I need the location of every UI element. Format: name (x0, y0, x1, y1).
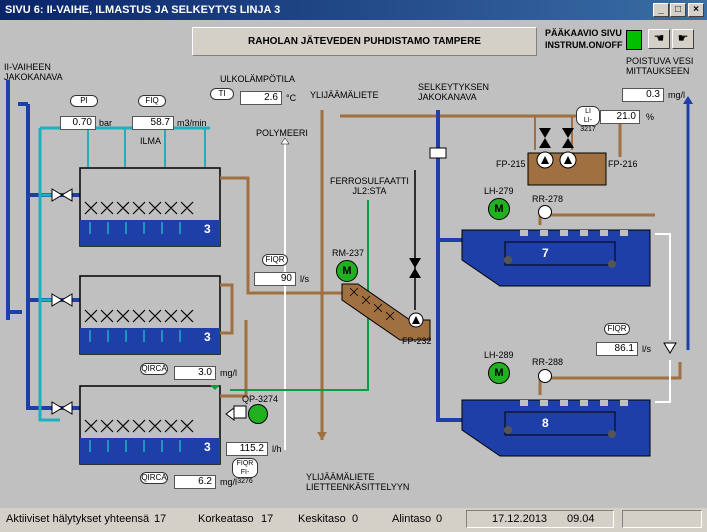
nav-back-button[interactable]: ☚ (648, 29, 670, 49)
qirca-1-tag[interactable]: QIRCA (141, 364, 167, 373)
rm237-motor[interactable]: M (336, 260, 358, 282)
rr278-label: RR-278 (532, 194, 564, 204)
window-title: SIVU 6: II-VAIHE, ILMASTUS JA SELKEYTYS LINJA 3 (5, 4, 281, 16)
nav-forward-button[interactable]: ☛ (672, 29, 694, 49)
qirca-2-tag[interactable]: QIRCA (141, 473, 167, 482)
lh289-motor[interactable]: M (488, 362, 510, 384)
qirca-1-value: 3.0 (174, 366, 216, 380)
date: 17.12.2013 (492, 513, 548, 525)
outgoing-water-label: POISTUVA VESI MITTAUKSEEN (626, 56, 694, 76)
fiqr-outlet-value: 86.1 (596, 342, 638, 356)
fiq-tag[interactable]: FIQ (138, 95, 166, 107)
outdoor-temp-label: ULKOLÄMPÖTILA (220, 74, 296, 84)
fiqr-ferro-value: 115.2 (226, 442, 268, 456)
active-alarms-count: 17 (154, 513, 167, 525)
lh279-motor[interactable]: M (488, 198, 510, 220)
qp3274-pump-icon[interactable] (248, 404, 268, 424)
header-panel (192, 27, 537, 56)
low-count: 0 (436, 513, 443, 525)
qirca-1-unit: mg/l (220, 368, 238, 378)
air-label: ILMA (140, 136, 162, 146)
low-label: Alintaso (392, 513, 432, 525)
time: 09.04 (567, 513, 595, 525)
close-button[interactable]: × (688, 3, 704, 17)
ferrosulfate-label: FERROSULFAATTI JL2:STA (330, 176, 409, 196)
ti-value: 2.6 (240, 91, 282, 105)
qirca-2-unit: mg/l (220, 477, 238, 487)
rm237-label: RM-237 (332, 248, 365, 258)
minimize-button[interactable]: _ (653, 3, 669, 17)
tank-2-number: 3 (204, 330, 211, 344)
fiqr-outlet-unit: l/s (642, 344, 651, 354)
ti-unit: °C (286, 93, 297, 103)
clarifier-7-number: 7 (542, 246, 549, 260)
fiqr-polymer-unit: l/s (300, 274, 309, 284)
ti-tag[interactable]: TI (210, 88, 234, 100)
plant-title: RAHOLAN JÄTEVEDEN PUHDISTAMO TAMPERE (248, 36, 481, 47)
title-bar (0, 0, 707, 20)
instrum-label: INSTRUM.ON/OFF (545, 40, 623, 50)
excess-sludge-bottom-label: YLIJÄÄMÄLIETE LIETTEENKÄSITTELYYN (306, 472, 410, 492)
main-page-label: PÄÄKAAVIO SIVU (545, 28, 622, 38)
rr288-label: RR-288 (532, 357, 564, 367)
qp3274-label: QP-3274 (242, 394, 279, 404)
maximize-button[interactable]: □ (670, 3, 686, 17)
pi-tag[interactable]: PI (70, 95, 98, 107)
fp232-label: FP-232 (402, 336, 432, 346)
excess-sludge-top-label: YLIJÄÄMÄLIETE (310, 90, 379, 100)
outflow-unit: mg/l (668, 90, 686, 100)
pi-unit: bar (99, 118, 113, 128)
rr278-icon[interactable] (538, 205, 552, 219)
inlet-channel-label: II-VAIHEEN JAKOKANAVA (4, 62, 63, 82)
mid-count: 0 (352, 513, 359, 525)
pi-value: 0.70 (60, 116, 96, 130)
instrum-indicator[interactable] (626, 30, 642, 50)
datetime-box (466, 510, 614, 528)
li-tag[interactable]: LI LI-3217 (576, 106, 600, 126)
outflow-value: 0.3 (622, 88, 664, 102)
fp215-label: FP-215 (496, 159, 526, 169)
fiqr-ferro-tag[interactable]: FIQR FI-3276 (232, 458, 258, 478)
lh279-label: LH-279 (484, 186, 514, 196)
lh289-label: LH-289 (484, 350, 514, 360)
fiq-unit: m3/min (177, 118, 207, 128)
active-alarms-label: Aktiiviset hälytykset yhteensä (6, 513, 150, 525)
status-bar (0, 508, 707, 532)
polymer-label: POLYMEERI (256, 128, 308, 138)
high-count: 17 (261, 513, 274, 525)
fiqr-ferro-unit: l/h (272, 444, 282, 454)
high-label: Korkeataso (198, 513, 254, 525)
clarifier-8-number: 8 (542, 416, 549, 430)
fiq-value: 58.7 (132, 116, 174, 130)
qirca-2-value: 6.2 (174, 475, 216, 489)
process-canvas (0, 20, 707, 508)
rr288-icon[interactable] (538, 369, 552, 383)
clarifier-channel-label: SELKEYTYKSEN JAKOKANAVA (418, 82, 490, 102)
tank-1-number: 3 (204, 222, 211, 236)
fiqr-polymer-tag[interactable]: FIQR (262, 254, 288, 266)
fiqr-polymer-value: 90 (254, 272, 296, 286)
tank-3-number: 3 (204, 440, 211, 454)
fiqr-outlet-tag[interactable]: FIQR (604, 323, 630, 335)
fp216-label: FP-216 (608, 159, 638, 169)
li-unit: % (646, 112, 655, 122)
mid-label: Keskitaso (298, 513, 346, 525)
status-extra-panel (622, 510, 702, 528)
li-value: 21.0 (600, 110, 640, 124)
